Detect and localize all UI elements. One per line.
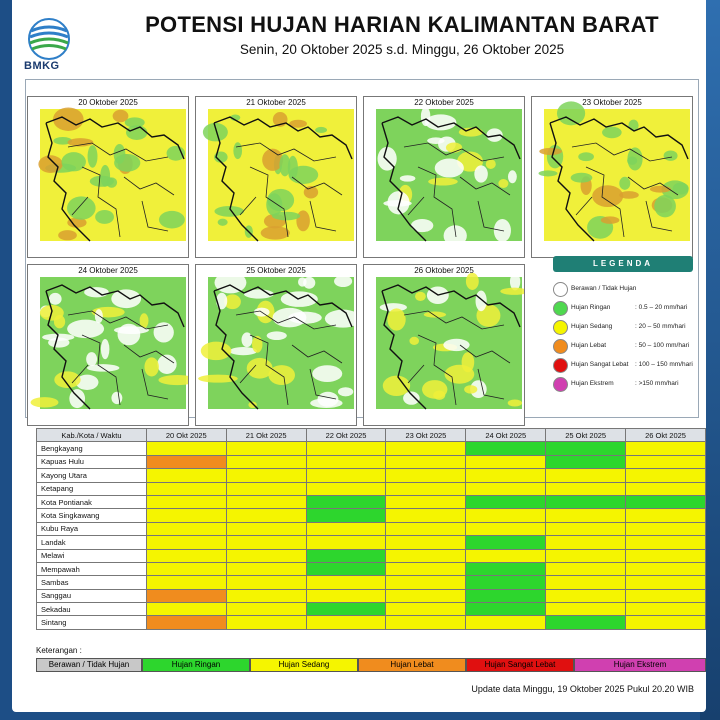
rain-category-cell xyxy=(546,549,626,562)
legend-item xyxy=(553,320,701,334)
rain-category-cell xyxy=(146,603,226,616)
legend-label: Hujan Ringan xyxy=(571,304,611,311)
rain-category-cell xyxy=(226,536,306,549)
legend-label: Hujan Sangat Lebat xyxy=(571,361,629,368)
rain-category-cell xyxy=(386,482,466,495)
rain-category-cell xyxy=(626,589,706,602)
region-name: Bengkayang xyxy=(37,442,147,455)
infographic-card xyxy=(12,0,706,712)
legend-swatch xyxy=(553,377,568,392)
page-subtitle: Senin, 20 Oktober 2025 s.d. Minggu, 26 Oktober 2025 xyxy=(239,42,565,57)
legend-item xyxy=(553,282,701,296)
rain-category-cell xyxy=(306,482,386,495)
rain-category-cell xyxy=(386,509,466,522)
rain-category-cell xyxy=(306,455,386,468)
rain-category-cell xyxy=(226,469,306,482)
rain-category-cell xyxy=(546,509,626,522)
rain-category-cell xyxy=(386,442,466,455)
table-row xyxy=(37,469,706,482)
update-info: Update data Minggu, 19 Oktober 2025 Pukul 20.20 WIB xyxy=(471,684,694,694)
rain-category-cell xyxy=(546,589,626,602)
legend-title: LEGENDA xyxy=(553,256,693,272)
rain-map-graphic xyxy=(196,265,356,425)
map-date-label: 25 Oktober 2025 xyxy=(246,266,306,275)
keterangan-item: Hujan Sangat Lebat xyxy=(466,658,574,672)
rain-category-cell xyxy=(466,495,546,508)
rain-category-cell xyxy=(626,562,706,575)
header-date: 21 Okt 2025 xyxy=(226,429,306,442)
forecast-map-4 xyxy=(531,96,693,258)
rain-map-graphic xyxy=(364,265,524,425)
table-header-row xyxy=(37,429,706,442)
rain-category-cell xyxy=(386,603,466,616)
rain-category-cell xyxy=(226,522,306,535)
rain-category-cell xyxy=(546,469,626,482)
rain-category-cell xyxy=(546,536,626,549)
rain-category-cell xyxy=(146,589,226,602)
rain-category-cell xyxy=(146,562,226,575)
table-row xyxy=(37,616,706,629)
legend-label: Berawan / Tidak Hujan xyxy=(571,285,637,292)
table-row xyxy=(37,603,706,616)
region-name: Kapuas Hulu xyxy=(37,455,147,468)
table-row xyxy=(37,442,706,455)
rain-category-cell xyxy=(626,603,706,616)
legend-range: : 50 – 100 mm/hari xyxy=(635,342,690,349)
legend-item xyxy=(553,358,701,372)
rain-category-cell xyxy=(546,522,626,535)
keterangan-item: Hujan Ringan xyxy=(142,658,250,672)
rain-category-cell xyxy=(146,509,226,522)
rain-category-cell xyxy=(306,576,386,589)
legend-label: Hujan Lebat xyxy=(571,342,607,349)
rain-category-cell xyxy=(146,495,226,508)
forecast-map-3 xyxy=(363,96,525,258)
forecast-table xyxy=(36,428,706,630)
rain-category-cell xyxy=(466,603,546,616)
rain-category-cell xyxy=(306,562,386,575)
rain-category-cell xyxy=(626,509,706,522)
rain-category-cell xyxy=(466,536,546,549)
rain-category-cell xyxy=(466,469,546,482)
legend-range: : >150 mm/hari xyxy=(635,380,679,387)
table-row xyxy=(37,509,706,522)
rain-map-graphic xyxy=(532,97,692,257)
map-date-label: 26 Oktober 2025 xyxy=(414,266,474,275)
keterangan-item: Hujan Sedang xyxy=(250,658,358,672)
rain-category-cell xyxy=(626,495,706,508)
rain-category-cell xyxy=(306,603,386,616)
region-name: Landak xyxy=(37,536,147,549)
rain-category-cell xyxy=(386,576,466,589)
header-date: 24 Okt 2025 xyxy=(466,429,546,442)
rain-category-cell xyxy=(466,442,546,455)
keterangan-item: Hujan Ekstrem xyxy=(574,658,706,672)
rain-map-graphic xyxy=(28,265,188,425)
region-name: Melawi xyxy=(37,549,147,562)
rain-category-cell xyxy=(146,469,226,482)
table-row xyxy=(37,522,706,535)
rain-category-cell xyxy=(306,469,386,482)
rain-category-cell xyxy=(306,616,386,629)
rain-category-cell xyxy=(306,589,386,602)
region-name: Kota Pontianak xyxy=(37,495,147,508)
table-row xyxy=(37,589,706,602)
legend-item xyxy=(553,301,701,315)
rain-map-graphic xyxy=(196,97,356,257)
rain-category-cell xyxy=(226,549,306,562)
logo-text: BMKG xyxy=(24,60,60,72)
rain-category-cell xyxy=(546,482,626,495)
region-name: Mempawah xyxy=(37,562,147,575)
rain-category-cell xyxy=(226,562,306,575)
rain-category-cell xyxy=(306,522,386,535)
region-name: Kota Singkawang xyxy=(37,509,147,522)
table-row xyxy=(37,562,706,575)
rain-map-graphic xyxy=(28,97,188,257)
rain-category-cell xyxy=(306,495,386,508)
rain-category-cell xyxy=(466,549,546,562)
legend-swatch xyxy=(553,339,568,354)
rain-category-cell xyxy=(386,522,466,535)
rain-category-cell xyxy=(226,495,306,508)
rain-category-cell xyxy=(466,576,546,589)
rain-category-cell xyxy=(146,455,226,468)
rain-category-cell xyxy=(226,616,306,629)
legend-swatch xyxy=(553,358,568,373)
rain-category-cell xyxy=(386,549,466,562)
legend-label: Hujan Sedang xyxy=(571,323,613,330)
rain-category-cell xyxy=(226,482,306,495)
legend-label: Hujan Ekstrem xyxy=(571,380,614,387)
keterangan-item: Hujan Lebat xyxy=(358,658,466,672)
region-name: Kayong Utara xyxy=(37,469,147,482)
rain-category-cell xyxy=(146,536,226,549)
rain-category-cell xyxy=(146,616,226,629)
rain-category-cell xyxy=(226,455,306,468)
map-date-label: 22 Oktober 2025 xyxy=(414,98,474,107)
region-name: Ketapang xyxy=(37,482,147,495)
table-row xyxy=(37,576,706,589)
rain-category-cell xyxy=(626,455,706,468)
rain-category-cell xyxy=(226,603,306,616)
map-date-label: 20 Oktober 2025 xyxy=(78,98,138,107)
rain-category-cell xyxy=(546,576,626,589)
rain-category-cell xyxy=(466,589,546,602)
rain-category-cell xyxy=(626,536,706,549)
rain-category-cell xyxy=(626,616,706,629)
rain-category-cell xyxy=(146,522,226,535)
header-date: 26 Okt 2025 xyxy=(626,429,706,442)
header-date: 20 Okt 2025 xyxy=(146,429,226,442)
rain-category-cell xyxy=(386,616,466,629)
rain-category-cell xyxy=(546,603,626,616)
rain-category-cell xyxy=(466,522,546,535)
rain-category-cell xyxy=(386,536,466,549)
rain-category-cell xyxy=(546,562,626,575)
rain-category-cell xyxy=(626,482,706,495)
rain-category-cell xyxy=(546,442,626,455)
page-title: POTENSI HUJAN HARIAN KALIMANTAN BARAT xyxy=(145,12,659,37)
region-name: Sambas xyxy=(37,576,147,589)
header-region: Kab./Kota / Waktu xyxy=(37,429,147,442)
table-row xyxy=(37,536,706,549)
rain-map-graphic xyxy=(364,97,524,257)
legend-range: : 20 – 50 mm/hari xyxy=(635,323,686,330)
rain-category-cell xyxy=(466,509,546,522)
legend-item xyxy=(553,377,701,391)
rain-category-cell xyxy=(146,482,226,495)
legend-swatch xyxy=(553,282,568,297)
rain-category-cell xyxy=(626,469,706,482)
rain-category-cell xyxy=(386,455,466,468)
table-row xyxy=(37,549,706,562)
keterangan-label: Keterangan : xyxy=(36,646,82,655)
rain-category-cell xyxy=(306,442,386,455)
rain-category-cell xyxy=(466,562,546,575)
rain-category-cell xyxy=(386,495,466,508)
rain-category-cell xyxy=(626,576,706,589)
legend-item xyxy=(553,339,701,353)
map-date-label: 21 Oktober 2025 xyxy=(246,98,306,107)
rain-category-cell xyxy=(626,522,706,535)
header-date: 25 Okt 2025 xyxy=(546,429,626,442)
rain-category-cell xyxy=(226,509,306,522)
map-date-label: 23 Oktober 2025 xyxy=(582,98,642,107)
region-name: Sintang xyxy=(37,616,147,629)
legend-swatch xyxy=(553,301,568,316)
header-date: 22 Okt 2025 xyxy=(306,429,386,442)
forecast-map-1 xyxy=(27,96,189,258)
header-date: 23 Okt 2025 xyxy=(386,429,466,442)
keterangan-item: Berawan / Tidak Hujan xyxy=(36,658,142,672)
table-body xyxy=(37,442,706,629)
keterangan-bar xyxy=(36,658,706,672)
table-row xyxy=(37,495,706,508)
rain-category-cell xyxy=(386,562,466,575)
rain-category-cell xyxy=(386,469,466,482)
rain-category-cell xyxy=(466,616,546,629)
region-name: Kubu Raya xyxy=(37,522,147,535)
map-date-label: 24 Oktober 2025 xyxy=(78,266,138,275)
forecast-map-7 xyxy=(363,264,525,426)
region-name: Sekadau xyxy=(37,603,147,616)
rain-category-cell xyxy=(546,495,626,508)
forecast-map-2 xyxy=(195,96,357,258)
rain-category-cell xyxy=(226,576,306,589)
rain-category-cell xyxy=(546,616,626,629)
maps-frame xyxy=(25,79,699,418)
rain-category-cell xyxy=(306,509,386,522)
forecast-table-wrap xyxy=(36,428,706,630)
table-row xyxy=(37,455,706,468)
region-name: Sanggau xyxy=(37,589,147,602)
rain-category-cell xyxy=(386,589,466,602)
legend-range: : 0.5 – 20 mm/hari xyxy=(635,304,688,311)
rain-category-cell xyxy=(146,442,226,455)
rain-category-cell xyxy=(466,455,546,468)
forecast-map-5 xyxy=(27,264,189,426)
rain-category-cell xyxy=(466,482,546,495)
rain-category-cell xyxy=(626,549,706,562)
rain-category-cell xyxy=(306,536,386,549)
rain-category-cell xyxy=(226,589,306,602)
legend-panel xyxy=(547,246,699,408)
rain-category-cell xyxy=(306,549,386,562)
rain-category-cell xyxy=(146,576,226,589)
rain-category-cell xyxy=(226,442,306,455)
forecast-map-6 xyxy=(195,264,357,426)
rain-category-cell xyxy=(546,455,626,468)
legend-range: : 100 – 150 mm/hari xyxy=(635,361,693,368)
rain-category-cell xyxy=(146,549,226,562)
table-row xyxy=(37,482,706,495)
legend-swatch xyxy=(553,320,568,335)
rain-category-cell xyxy=(626,442,706,455)
